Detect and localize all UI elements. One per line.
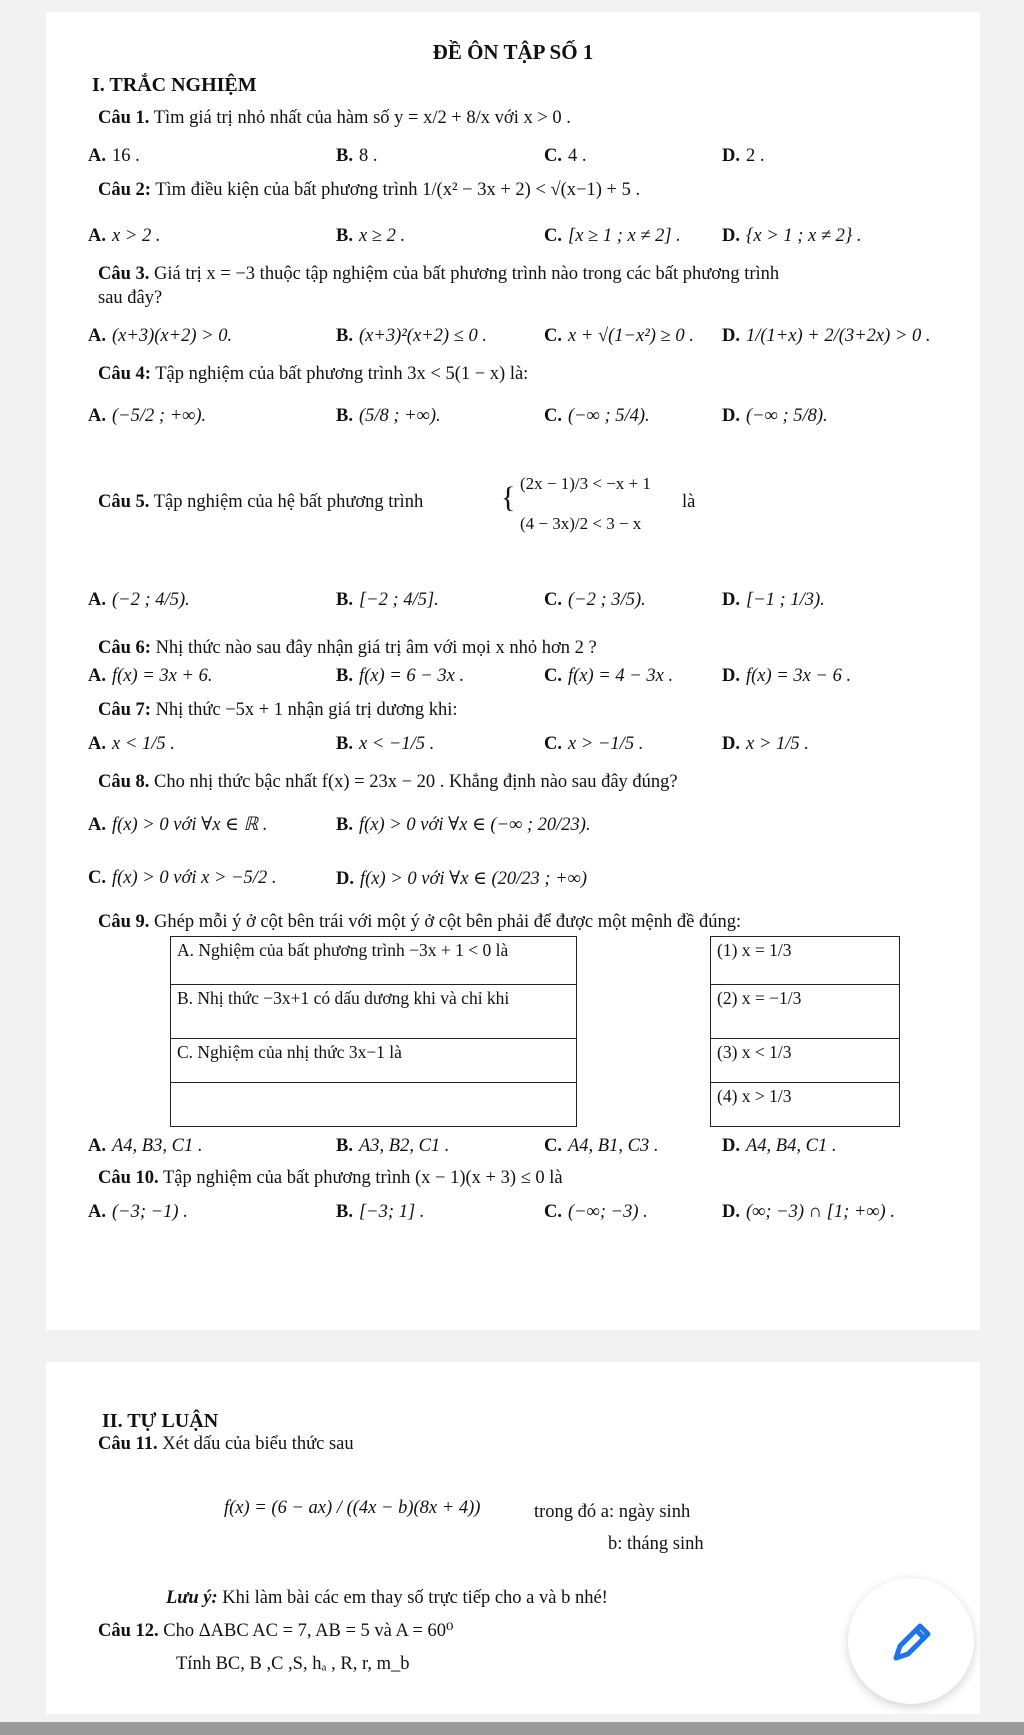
q10-option-c[interactable]: C. (−∞; −3) . [544,1202,648,1222]
system-brace: { [501,481,516,514]
q5-option-c[interactable]: C. (−2 ; 3/5). [544,590,646,610]
q1-option-c[interactable]: C. 4 . [544,146,587,166]
q10-option-a[interactable]: A. (−3; −1) . [88,1202,188,1222]
question-1 [98,108,960,129]
q6-option-d[interactable]: D. f(x) = 3x − 6 . [722,666,852,686]
system-tail: là [682,492,696,512]
q8-option-b[interactable]: B. f(x) > 0 với ∀x ∈ (−∞ ; 20/23). [336,815,591,835]
document-title: ĐỀ ÔN TẬP SỐ 1 [432,40,594,64]
q9-option-c[interactable]: C. A4, B1, C3 . [544,1136,659,1156]
left-item-c: C. Nghiệm của nhị thức 3x−1 là [171,1039,577,1083]
left-item-empty [171,1083,577,1127]
q7-option-d[interactable]: D. x > 1/5 . [722,734,809,754]
question-12-task: Tính BC, B ,C ,S, hₐ , R, r, m_b [176,1654,410,1674]
question-6: Câu 6: Nhị thức nào sau đây nhận giá trị âm với mọi x nhỏ hơn 2 ? [98,638,597,658]
question-7: Câu 7: Nhị thức −5x + 1 nhận giá trị dương khi: [98,700,458,720]
q3-option-d[interactable]: D. 1/(1+x) + 2/(3+2x) > 0 . [722,326,931,346]
bottom-scrollbar[interactable] [0,1722,1024,1735]
q5-option-a[interactable]: A. (−2 ; 4/5). [88,590,190,610]
section-heading-multiple-choice: I. TRẮC NGHIỆM [92,74,257,96]
q6-option-a[interactable]: A. f(x) = 3x + 6. [88,666,213,686]
q8-option-a[interactable]: A. f(x) > 0 với ∀x ∈ ℝ . [88,815,268,835]
left-item-a: A. Nghiệm của bất phương trình −3x + 1 < 0 là [171,937,577,985]
right-item-2: (2) x = −1/3 [711,985,900,1039]
right-item-4: (4) x > 1/3 [711,1083,900,1127]
q2-option-c[interactable]: C. [x ≥ 1 ; x ≠ 2] . [544,226,681,246]
left-item-b: B. Nhị thức −3x+1 có dấu dương khi và chỉ khi [171,985,577,1039]
note [166,1588,960,1609]
matching-left-column [170,936,577,1127]
right-item-3: (3) x < 1/3 [711,1039,900,1083]
q1-option-b[interactable]: B. 8 . [336,146,378,166]
note-label: Lưu ý: [166,1588,218,1608]
q9-option-d[interactable]: D. A4, B4, C1 . [722,1136,837,1156]
section-heading-essay: II. TỰ LUẬN [102,1410,219,1432]
q4-option-a[interactable]: A. (−5/2 ; +∞). [88,406,207,426]
question-9: Câu 9. Ghép mỗi ý ở cột bên trái với một ý ở cột bên phải để được một mệnh đề đúng: [98,912,742,932]
q9-option-a[interactable]: A. A4, B3, C1 . [88,1136,203,1156]
question-label: Câu 1. [98,108,150,128]
q3-option-a[interactable]: A. (x+3)(x+2) > 0. [88,326,233,346]
matching-right-column [710,936,900,1127]
q2-option-d[interactable]: D. {x > 1 ; x ≠ 2} . [722,226,862,246]
q1-option-d[interactable]: D. 2 . [722,146,765,166]
question-2: Câu 2: Tìm điều kiện của bất phương trình 1/(x² − 3x + 2) < √(x−1) + 5 . [98,180,641,200]
edit-pencil-button[interactable] [848,1578,974,1704]
q10-option-d[interactable]: D. (∞; −3) ∩ [1; +∞) . [722,1202,895,1222]
q10-option-b[interactable]: B. [−3; 1] . [336,1202,425,1222]
question-3-continued: sau đây? [98,288,163,308]
question-4: Câu 4: Tập nghiệm của bất phương trình 3x < 5(1 − x) là: [98,364,529,384]
note-text: Khi làm bài các em thay số trực tiếp cho a và b nhé! [222,1588,608,1608]
q7-option-c[interactable]: C. x > −1/5 . [544,734,644,754]
q6-option-b[interactable]: B. f(x) = 6 − 3x . [336,666,465,686]
question-3: Câu 3. Giá trị x = −3 thuộc tập nghiệm của bất phương trình nào trong các bất phương trình [98,264,780,284]
q6-option-c[interactable]: C. f(x) = 4 − 3x . [544,666,674,686]
question-11: Câu 11. Xét dấu của biểu thức sau [98,1434,354,1454]
question-12: Câu 12. Cho ΔABC AC = 7, AB = 5 và A = 60⁰ [98,1621,454,1641]
question-5: Câu 5. Tập nghiệm của hệ bất phương trình [98,492,424,512]
system-line-1: (2x − 1)/3 < −x + 1 [520,474,651,493]
question-text: Tìm giá trị nhỏ nhất của hàm số y = x/2 + 8/x với x > 0 . [153,108,571,128]
q4-option-c[interactable]: C. (−∞ ; 5/4). [544,406,650,426]
q11-note-a: trong đó a: ngày sinh [534,1502,691,1522]
document-page-1 [46,12,980,1330]
system-line-2: (4 − 3x)/2 < 3 − x [520,514,642,533]
document-page-2 [46,1362,980,1714]
q8-option-c[interactable]: C. f(x) > 0 với x > −5/2 . [88,868,277,888]
q4-option-d[interactable]: D. (−∞ ; 5/8). [722,406,828,426]
q7-option-b[interactable]: B. x < −1/5 . [336,734,435,754]
q11-note-b: b: tháng sinh [608,1534,704,1554]
q7-option-a[interactable]: A. x < 1/5 . [88,734,175,754]
q5-option-d[interactable]: D. [−1 ; 1/3). [722,590,825,610]
q8-option-d[interactable]: D. f(x) > 0 với ∀x ∈ (20/23 ; +∞) [336,869,587,889]
q4-option-b[interactable]: B. (5/8 ; +∞). [336,406,441,426]
q2-option-a[interactable]: A. x > 2 . [88,226,161,246]
q5-option-b[interactable]: B. [−2 ; 4/5]. [336,590,439,610]
question-8: Câu 8. Cho nhị thức bậc nhất f(x) = 23x − 20 . Khẳng định nào sau đây đúng? [98,772,678,792]
right-item-1: (1) x = 1/3 [711,937,900,985]
q3-option-b[interactable]: B. (x+3)²(x+2) ≤ 0 . [336,326,487,346]
pencil-icon [886,1616,936,1666]
q2-option-b[interactable]: B. x ≥ 2 . [336,226,406,246]
q11-formula: f(x) = (6 − ax) / ((4x − b)(8x + 4)) [224,1498,481,1518]
question-10: Câu 10. Tập nghiệm của bất phương trình (x − 1)(x + 3) ≤ 0 là [98,1168,563,1188]
q3-option-c[interactable]: C. x + √(1−x²) ≥ 0 . [544,326,694,346]
q1-option-a[interactable]: A. 16 . [88,146,140,166]
q9-option-b[interactable]: B. A3, B2, C1 . [336,1136,450,1156]
